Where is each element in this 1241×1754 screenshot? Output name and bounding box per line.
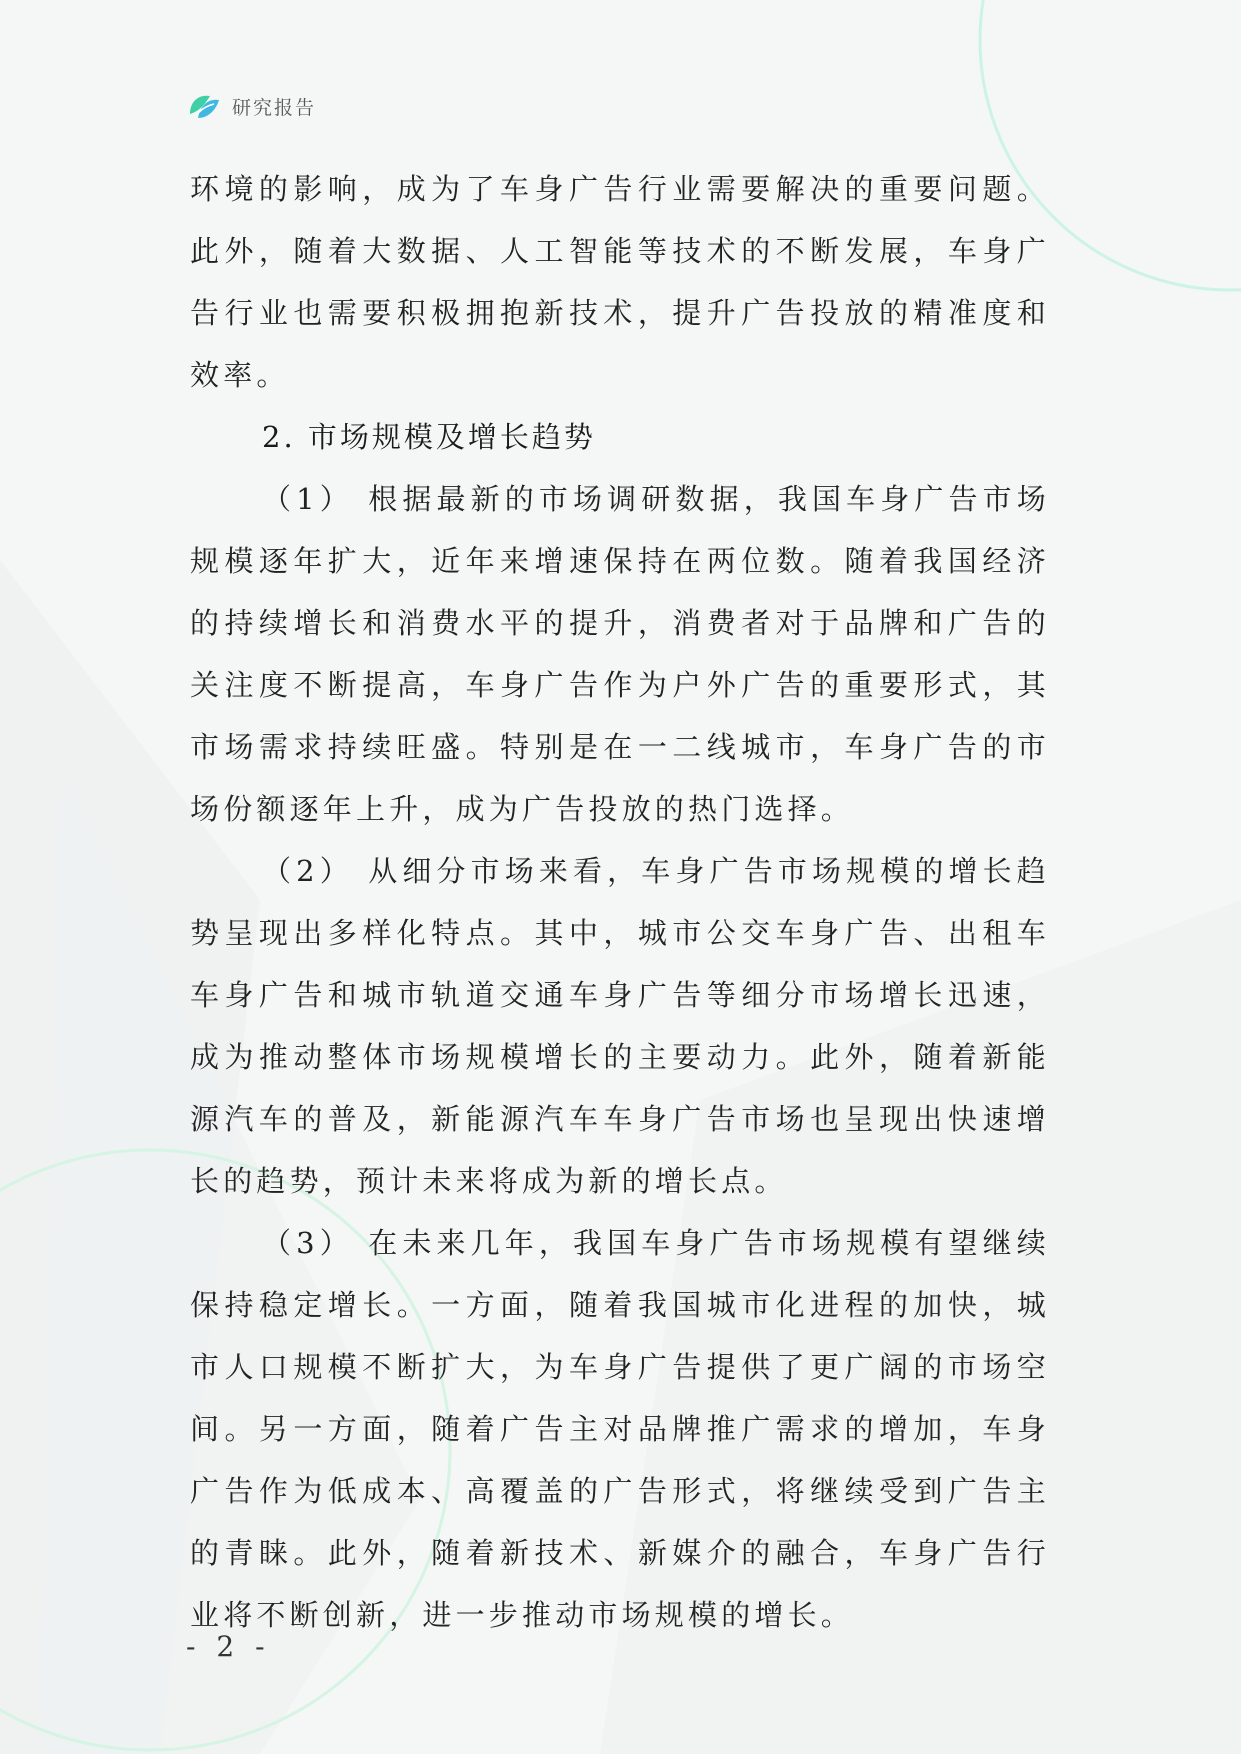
document-body (190, 158, 1050, 1646)
report-header (186, 88, 316, 124)
paragraph-2: （2） 从细分市场来看，车身广告市场规模的增长趋势呈现出多样化特点。其中，城市公交车身广告、出租车车身广告和城市轨道交通车身广告等细分市场增长迅速，成为推动整体市场规模增长的主要动力。此外，随着新能源汽车的普及，新能源汽车车身广告市场也呈现出快速增长的趋势，预计未来将成为新的增长点。 (190, 854, 1050, 1198)
leaf-logo-icon (186, 88, 222, 124)
section-heading: 2. 市场规模及增长趋势 (262, 420, 596, 454)
paragraph-3: （3） 在未来几年，我国车身广告市场规模有望继续保持稳定增长。一方面，随着我国城市化进程的加快，城市人口规模不断扩大，为车身广告提供了更广阔的市场空间。另一方面，随着广告主对品牌推广需求的增加，车身广告作为低成本、高覆盖的广告形式，将继续受到广告主的青睐。此外，随着新技术、新媒介的融合，车身广告行业将不断创新，进一步推动市场规模的增长。 (190, 1226, 1050, 1632)
paragraph-1: （1） 根据最新的市场调研数据，我国车身广告市场规模逐年扩大，近年来增速保持在两位数。随着我国经济的持续增长和消费水平的提升，消费者对于品牌和广告的关注度不断提高，车身广告作为户外广告的重要形式，其市场需求持续旺盛。特别是在一二线城市，车身广告的市场份额逐年上升，成为广告投放的热门选择。 (190, 482, 1050, 826)
header-title: 研究报告 (232, 96, 317, 119)
paragraph-intro: 环境的影响，成为了车身广告行业需要解决的重要问题。此外，随着大数据、人工智能等技术的不断发展，车身广告行业也需要积极拥抱新技术，提升广告投放的精准度和效率。 (190, 172, 1050, 392)
page-number: - 2 - (186, 1630, 271, 1663)
